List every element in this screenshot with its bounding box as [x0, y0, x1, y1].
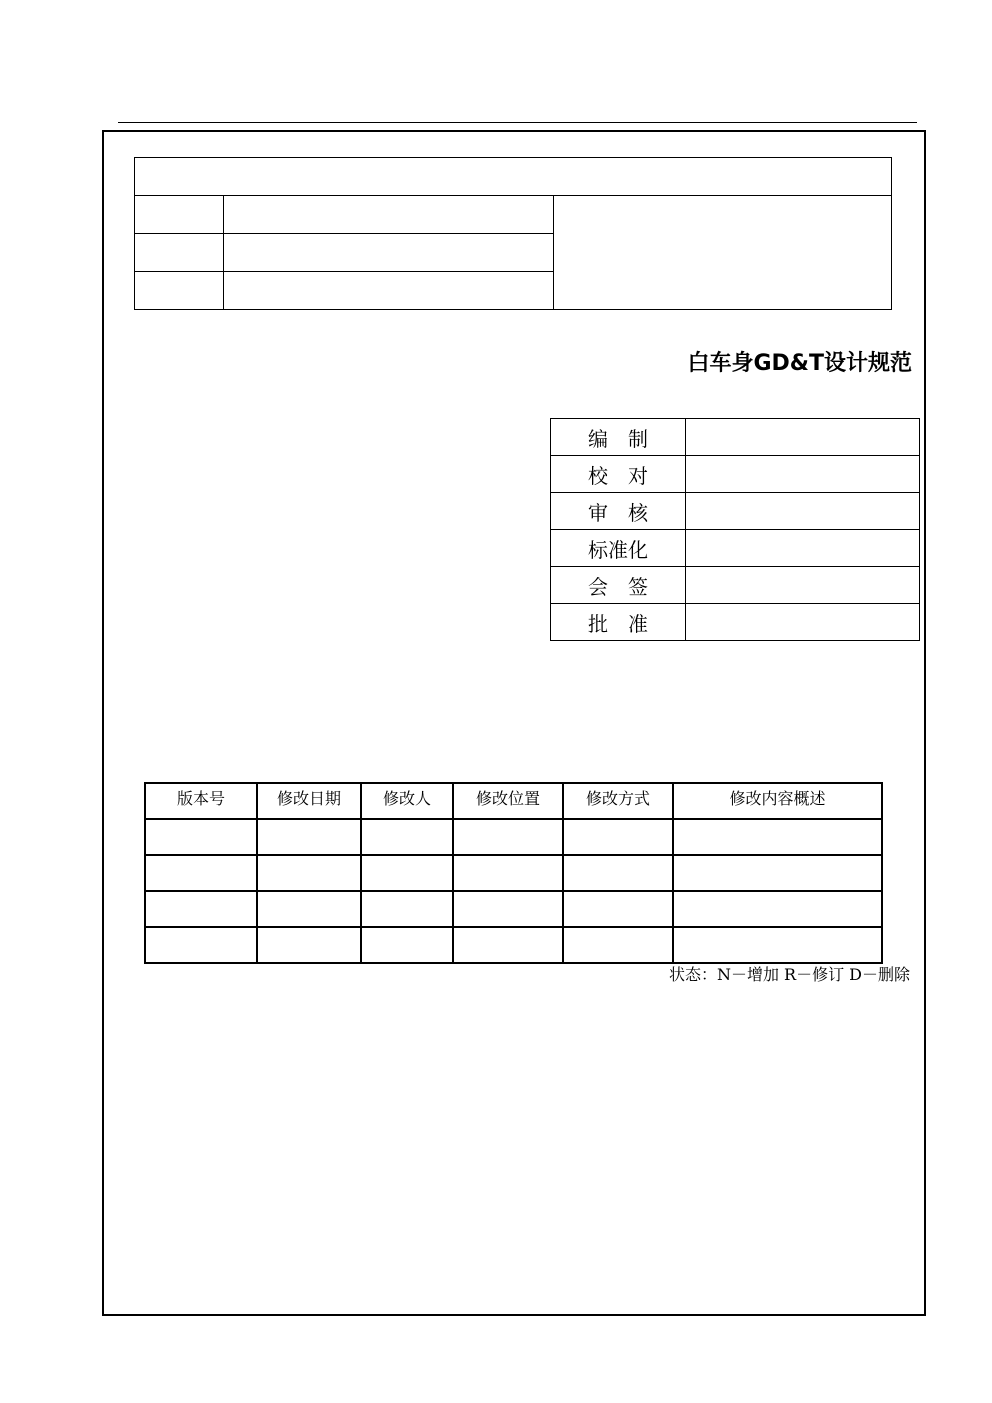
document-title: 白车身GD&T设计规范	[687, 351, 912, 376]
info-side-cell	[554, 196, 892, 310]
info-value-cell	[224, 272, 554, 310]
table-row	[145, 819, 882, 855]
sign-off-value	[686, 419, 920, 456]
info-label-cell	[135, 272, 224, 310]
document-info-table	[134, 157, 892, 310]
info-label-cell	[135, 234, 224, 272]
sign-off-value	[686, 567, 920, 604]
column-header-method: 修改方式	[563, 783, 673, 819]
info-value-cell	[224, 196, 554, 234]
table-row	[145, 927, 882, 963]
sign-off-label: 批 准	[551, 604, 686, 641]
column-header-author: 修改人	[361, 783, 453, 819]
revision-history-table	[144, 782, 883, 964]
table-row	[145, 855, 882, 891]
sign-off-value	[686, 530, 920, 567]
info-value-cell	[224, 234, 554, 272]
revision-header-row	[145, 783, 882, 819]
status-legend: 状态：N－增加 R－修订 D－删除	[668, 965, 910, 984]
info-label-cell	[135, 196, 224, 234]
sign-off-table	[550, 418, 920, 641]
sign-off-label: 编 制	[551, 419, 686, 456]
sign-off-label: 会 签	[551, 567, 686, 604]
table-row	[145, 891, 882, 927]
sign-off-value	[686, 493, 920, 530]
header-rule	[118, 122, 917, 123]
sign-off-label: 标准化	[551, 530, 686, 567]
info-header-cell	[135, 158, 892, 196]
column-header-location: 修改位置	[453, 783, 563, 819]
column-header-date: 修改日期	[257, 783, 361, 819]
sign-off-value	[686, 604, 920, 641]
sign-off-value	[686, 456, 920, 493]
column-header-summary: 修改内容概述	[673, 783, 882, 819]
column-header-version: 版本号	[145, 783, 257, 819]
sign-off-label: 校 对	[551, 456, 686, 493]
sign-off-label: 审 核	[551, 493, 686, 530]
